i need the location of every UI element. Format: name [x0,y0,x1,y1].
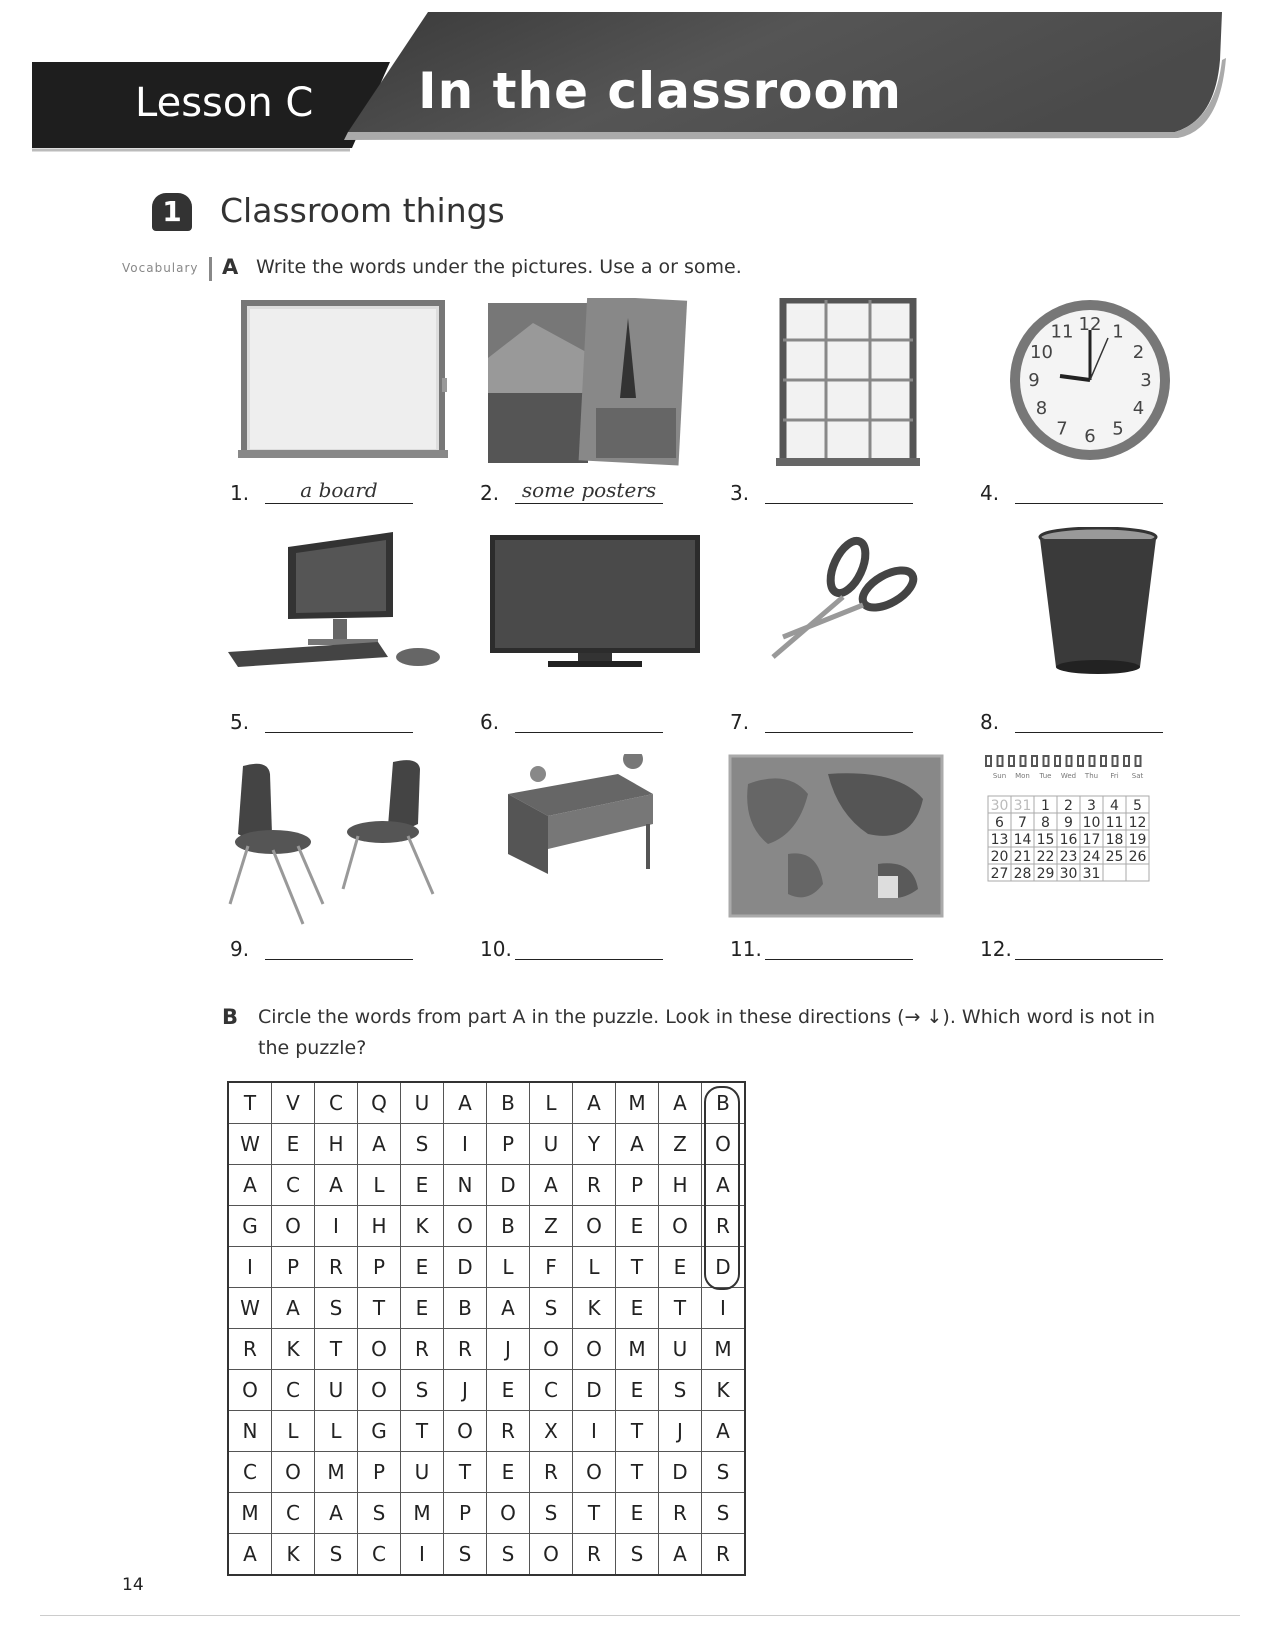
puzzle-cell[interactable]: D [487,1165,530,1206]
puzzle-cell[interactable]: E [616,1370,659,1411]
puzzle-cell[interactable]: T [358,1288,401,1329]
puzzle-cell[interactable]: A [272,1288,315,1329]
puzzle-cell[interactable]: K [573,1288,616,1329]
calendar-date: 30 [1059,866,1078,882]
item-window [728,298,973,538]
calendar-day-label: Sun [992,772,1007,780]
clock-number: 4 [1132,398,1145,419]
puzzle-cell[interactable]: T [616,1411,659,1452]
item-chairs [228,754,473,994]
item-number: 3. [730,481,750,505]
puzzle-cell[interactable]: A [530,1165,573,1206]
puzzle-cell[interactable]: L [272,1411,315,1452]
puzzle-cell[interactable]: C [530,1370,573,1411]
puzzle-cell[interactable]: S [444,1534,487,1576]
puzzle-cell[interactable]: S [315,1534,358,1576]
item-number: 6. [480,710,500,734]
puzzle-cell[interactable]: C [228,1452,272,1493]
puzzle-cell[interactable]: I [315,1206,358,1247]
puzzle-cell[interactable]: S [702,1493,746,1534]
item-clock [978,298,1223,538]
puzzle-cell[interactable]: E [401,1165,444,1206]
calendar-date: 29 [1036,866,1055,882]
puzzle-cell[interactable]: M [401,1493,444,1534]
puzzle-cell[interactable]: O [272,1206,315,1247]
answer-text: a board [300,478,378,502]
calendar-date: 14 [1013,832,1032,848]
page-number: 14 [122,1575,144,1595]
calendar-icon [978,754,1223,929]
puzzle-cell[interactable]: A [228,1165,272,1206]
puzzle-row [228,1534,745,1576]
puzzle-cell[interactable]: N [444,1165,487,1206]
puzzle-cell[interactable]: A [616,1124,659,1165]
puzzle-cell[interactable]: R [315,1247,358,1288]
puzzle-cell[interactable]: O [573,1452,616,1493]
puzzle-cell[interactable]: S [487,1534,530,1576]
puzzle-cell[interactable]: L [530,1082,573,1124]
puzzle-cell[interactable]: R [573,1165,616,1206]
puzzle-cell[interactable]: M [616,1082,659,1124]
puzzle-cell[interactable]: U [315,1370,358,1411]
answer-line[interactable] [765,732,913,733]
window-icon [728,298,973,473]
clock-number: 11 [1050,321,1074,343]
calendar-date: 8 [1041,815,1050,831]
word-search-puzzle[interactable] [227,1081,746,1576]
television-icon [478,527,723,702]
puzzle-cell[interactable]: S [358,1493,401,1534]
calendar-date: 11 [1105,815,1124,831]
puzzle-cell[interactable]: S [530,1493,573,1534]
calendar-date: 15 [1036,832,1055,848]
answer-line[interactable] [265,503,413,504]
calendar-date: 10 [1082,815,1101,831]
puzzle-cell[interactable]: A [487,1288,530,1329]
item-desk [478,754,723,994]
puzzle-cell[interactable]: O [228,1370,272,1411]
puzzle-cell[interactable]: S [315,1288,358,1329]
calendar-date: 1 [1041,798,1050,814]
puzzle-cell[interactable]: I [444,1124,487,1165]
puzzle-cell[interactable]: P [358,1247,401,1288]
puzzle-cell[interactable]: O [573,1206,616,1247]
answer-line[interactable] [515,732,663,733]
puzzle-cell[interactable]: S [616,1534,659,1576]
answer-line[interactable] [765,959,913,960]
puzzle-cell[interactable]: P [487,1124,530,1165]
calendar-date: 16 [1059,832,1078,848]
puzzle-cell[interactable]: T [616,1452,659,1493]
calendar-ring [1032,756,1037,766]
item-board [228,298,473,538]
puzzle-cell[interactable]: R [659,1493,702,1534]
answer-line[interactable] [515,959,663,960]
puzzle-cell[interactable]: E [616,1493,659,1534]
puzzle-cell[interactable]: T [573,1493,616,1534]
puzzle-cell[interactable]: B [702,1082,746,1124]
puzzle-cell[interactable]: T [315,1329,358,1370]
puzzle-cell[interactable]: P [358,1452,401,1493]
puzzle-cell[interactable]: S [659,1370,702,1411]
answer-text: some posters [521,478,657,502]
puzzle-cell[interactable]: E [487,1370,530,1411]
puzzle-cell[interactable]: M [315,1452,358,1493]
puzzle-cell[interactable]: P [444,1493,487,1534]
item-map [728,754,973,994]
puzzle-cell[interactable]: O [702,1124,746,1165]
item-tv [478,527,723,767]
puzzle-cell[interactable]: L [358,1165,401,1206]
answer-line[interactable] [1015,503,1163,504]
puzzle-cell[interactable]: G [228,1206,272,1247]
item-number: 4. [980,481,1000,505]
puzzle-cell[interactable]: O [358,1329,401,1370]
puzzle-cell[interactable]: L [573,1247,616,1288]
calendar-day-label: Tue [1039,772,1052,780]
puzzle-row [228,1206,745,1247]
calendar-ring [1044,756,1049,766]
calendar-day-label: Thu [1084,772,1099,780]
answer-line[interactable] [265,959,413,960]
puzzle-cell[interactable]: N [228,1411,272,1452]
part-a-instruction: Write the words under the pictures. Use a or some. [256,256,742,278]
calendar-date: 7 [1018,815,1027,831]
puzzle-cell[interactable]: O [487,1493,530,1534]
calendar-date: 18 [1105,832,1124,848]
puzzle-cell[interactable]: R [702,1534,746,1576]
calendar-date: 13 [990,832,1009,848]
calendar-date: 31 [1013,798,1032,814]
puzzle-row [228,1082,745,1124]
puzzle-cell[interactable]: B [487,1206,530,1247]
puzzle-cell[interactable]: I [573,1411,616,1452]
puzzle-cell[interactable]: U [401,1082,444,1124]
calendar-ring [1136,756,1141,766]
puzzle-cell[interactable]: B [487,1082,530,1124]
puzzle-row [228,1165,745,1206]
puzzle-cell[interactable]: M [702,1329,746,1370]
calendar-ring [1009,756,1014,766]
puzzle-cell[interactable]: P [272,1247,315,1288]
vocabulary-divider [209,257,212,281]
puzzle-row [228,1411,745,1452]
calendar-date: 28 [1013,866,1032,882]
puzzle-cell[interactable]: I [702,1288,746,1329]
clock-number: 2 [1132,342,1145,363]
item-scissors [728,527,973,767]
item-computer [228,527,473,767]
puzzle-cell[interactable]: W [228,1124,272,1165]
puzzle-cell[interactable]: C [315,1082,358,1124]
vocabulary-tag: Vocabulary [122,261,199,275]
puzzle-cell[interactable]: W [228,1288,272,1329]
whiteboard-icon [228,298,473,473]
item-number: 11. [730,937,762,961]
puzzle-row [228,1124,745,1165]
puzzle-cell[interactable]: L [487,1247,530,1288]
puzzle-cell[interactable]: A [444,1082,487,1124]
part-b-instruction-line1: Circle the words from part A in the puzzle. Look in these directions (→ ↓). Which word is not in [258,1006,1155,1028]
puzzle-cell[interactable]: E [487,1452,530,1493]
clock-number: 9 [1028,370,1040,391]
calendar-date: 27 [990,866,1009,882]
puzzle-cell[interactable]: T [401,1411,444,1452]
calendar-ring [1055,756,1060,766]
puzzle-cell[interactable]: Z [659,1124,702,1165]
puzzle-cell[interactable]: H [315,1124,358,1165]
puzzle-cell[interactable]: K [272,1534,315,1576]
puzzle-cell[interactable]: T [228,1082,272,1124]
puzzle-cell[interactable]: R [702,1206,746,1247]
puzzle-cell[interactable]: A [659,1082,702,1124]
puzzle-cell[interactable]: C [272,1493,315,1534]
puzzle-cell[interactable]: E [659,1247,702,1288]
clock-number: 5 [1112,418,1124,440]
puzzle-cell[interactable]: I [401,1534,444,1576]
clock-number: 6 [1084,426,1096,447]
puzzle-cell[interactable]: O [358,1370,401,1411]
puzzle-cell[interactable]: K [702,1370,746,1411]
puzzle-cell[interactable]: B [444,1288,487,1329]
calendar-ring [1124,756,1129,766]
puzzle-cell[interactable]: E [616,1288,659,1329]
clock-number: 7 [1056,418,1068,440]
puzzle-cell[interactable]: R [228,1329,272,1370]
clock-number: 12 [1078,314,1102,335]
puzzle-cell[interactable]: M [616,1329,659,1370]
puzzle-row [228,1493,745,1534]
puzzle-cell[interactable]: A [315,1493,358,1534]
calendar-date: 17 [1082,832,1101,848]
item-posters [478,298,723,538]
calendar-ring [1021,756,1026,766]
puzzle-cell[interactable]: R [444,1329,487,1370]
calendar-date: 31 [1082,866,1101,882]
puzzle-cell[interactable]: M [228,1493,272,1534]
calendar-cell [1103,864,1126,881]
puzzle-cell[interactable]: A [228,1534,272,1576]
puzzle-row [228,1247,745,1288]
puzzle-cell[interactable]: U [530,1124,573,1165]
puzzle-cell[interactable]: A [659,1534,702,1576]
puzzle-cell[interactable]: Q [358,1082,401,1124]
clock-icon [978,298,1223,473]
puzzle-cell[interactable]: J [444,1370,487,1411]
puzzle-cell[interactable]: S [530,1288,573,1329]
calendar-ring [1113,756,1118,766]
puzzle-cell[interactable]: F [530,1247,573,1288]
calendar-cell [1126,864,1149,881]
puzzle-cell[interactable]: E [401,1288,444,1329]
desk-icon [478,754,723,929]
puzzle-cell[interactable]: O [272,1452,315,1493]
puzzle-cell[interactable]: O [530,1534,573,1576]
clock-number: 8 [1035,398,1048,419]
puzzle-cell[interactable]: H [358,1206,401,1247]
calendar-date: 25 [1105,849,1124,865]
puzzle-cell[interactable]: Z [530,1206,573,1247]
puzzle-cell[interactable]: R [573,1534,616,1576]
item-number: 1. [230,481,250,505]
puzzle-cell[interactable]: S [401,1124,444,1165]
chairs-icon [228,754,473,929]
calendar-date: 19 [1128,832,1147,848]
item-number: 12. [980,937,1012,961]
puzzle-cell[interactable]: T [616,1247,659,1288]
computer-icon [228,527,473,702]
calendar-ring [986,756,991,766]
puzzle-cell[interactable]: A [315,1165,358,1206]
section-number-badge: 1 [152,193,192,231]
calendar-day-label: Mon [1015,772,1030,780]
lesson-label: Lesson C [135,80,314,126]
answer-line[interactable] [765,503,913,504]
calendar-date: 23 [1059,849,1078,865]
puzzle-cell[interactable]: P [616,1165,659,1206]
puzzle-cell[interactable]: O [659,1206,702,1247]
puzzle-cell[interactable]: S [702,1452,746,1493]
puzzle-cell[interactable]: R [487,1411,530,1452]
answer-line[interactable] [265,732,413,733]
puzzle-cell[interactable]: V [272,1082,315,1124]
posters-icon [478,298,723,473]
item-wastebasket [978,527,1223,767]
calendar-date: 9 [1064,815,1073,831]
part-b-instruction-line2: the puzzle? [258,1037,367,1059]
puzzle-cell[interactable]: O [573,1329,616,1370]
footer-divider [40,1615,1240,1616]
puzzle-cell[interactable]: C [358,1534,401,1576]
answer-line[interactable] [1015,959,1163,960]
puzzle-cell[interactable]: D [444,1247,487,1288]
puzzle-cell[interactable]: O [444,1411,487,1452]
puzzle-cell[interactable]: S [401,1370,444,1411]
part-a-letter: A [222,255,239,279]
puzzle-cell[interactable]: A [702,1165,746,1206]
calendar-date: 6 [995,815,1004,831]
puzzle-cell[interactable]: D [659,1452,702,1493]
calendar-date: 20 [990,849,1009,865]
puzzle-cell[interactable]: L [315,1411,358,1452]
puzzle-row [228,1452,745,1493]
calendar-ring [1090,756,1095,766]
calendar-date: 2 [1064,798,1073,814]
puzzle-cell[interactable]: C [272,1165,315,1206]
part-b-letter: B [222,1005,239,1029]
puzzle-cell[interactable]: E [272,1124,315,1165]
calendar-date: 24 [1082,849,1101,865]
puzzle-cell[interactable]: A [573,1082,616,1124]
puzzle-cell[interactable]: E [616,1206,659,1247]
puzzle-row [228,1370,745,1411]
calendar-date: 3 [1087,798,1096,814]
map-icon [728,754,973,929]
calendar-day-label: Fri [1110,772,1119,780]
calendar-date: 4 [1110,798,1119,814]
item-number: 9. [230,937,250,961]
puzzle-row [228,1288,745,1329]
calendar-ring [998,756,1003,766]
clock-number: 3 [1140,370,1152,391]
item-number: 5. [230,710,250,734]
clock-number: 1 [1112,321,1124,343]
puzzle-cell[interactable]: R [530,1452,573,1493]
item-calendar [978,754,1223,994]
calendar-date: 12 [1128,815,1147,831]
calendar-day-label: Wed [1060,772,1077,780]
puzzle-cell[interactable]: Y [573,1124,616,1165]
puzzle-cell[interactable]: D [573,1370,616,1411]
puzzle-cell[interactable]: G [358,1411,401,1452]
calendar-ring [1067,756,1072,766]
section-title: Classroom things [220,191,505,230]
puzzle-cell[interactable]: X [530,1411,573,1452]
scissors-icon [728,527,973,702]
item-number: 2. [480,481,500,505]
puzzle-cell[interactable]: J [487,1329,530,1370]
calendar-date: 30 [990,798,1009,814]
puzzle-row [228,1329,745,1370]
lesson-title: In the classroom [418,62,902,120]
puzzle-cell[interactable]: O [530,1329,573,1370]
puzzle-cell[interactable]: C [272,1370,315,1411]
calendar-ring [1078,756,1083,766]
puzzle-cell[interactable]: U [401,1452,444,1493]
calendar-date: 26 [1128,849,1147,865]
puzzle-cell[interactable]: H [659,1165,702,1206]
calendar-date: 5 [1133,798,1142,814]
answer-line[interactable] [1015,732,1163,733]
puzzle-cell[interactable]: U [659,1329,702,1370]
item-number: 8. [980,710,1000,734]
puzzle-cell[interactable]: E [401,1247,444,1288]
puzzle-cell[interactable]: J [659,1411,702,1452]
puzzle-cell[interactable]: I [228,1247,272,1288]
item-number: 7. [730,710,750,734]
clock-number: 10 [1030,342,1053,363]
item-number: 10. [480,937,512,961]
wastebasket-icon [978,527,1223,702]
calendar-ring [1101,756,1106,766]
puzzle-cell[interactable]: R [401,1329,444,1370]
calendar-date: 22 [1036,849,1055,865]
puzzle-cell[interactable]: A [702,1411,746,1452]
calendar-day-label: Sat [1131,772,1144,780]
puzzle-cell[interactable]: K [401,1206,444,1247]
puzzle-cell[interactable]: D [702,1247,746,1288]
puzzle-cell[interactable]: O [444,1206,487,1247]
puzzle-cell[interactable]: K [272,1329,315,1370]
puzzle-cell[interactable]: T [444,1452,487,1493]
puzzle-cell[interactable]: T [659,1288,702,1329]
answer-line[interactable] [515,503,663,504]
calendar-date: 21 [1013,849,1032,865]
puzzle-cell[interactable]: A [358,1124,401,1165]
